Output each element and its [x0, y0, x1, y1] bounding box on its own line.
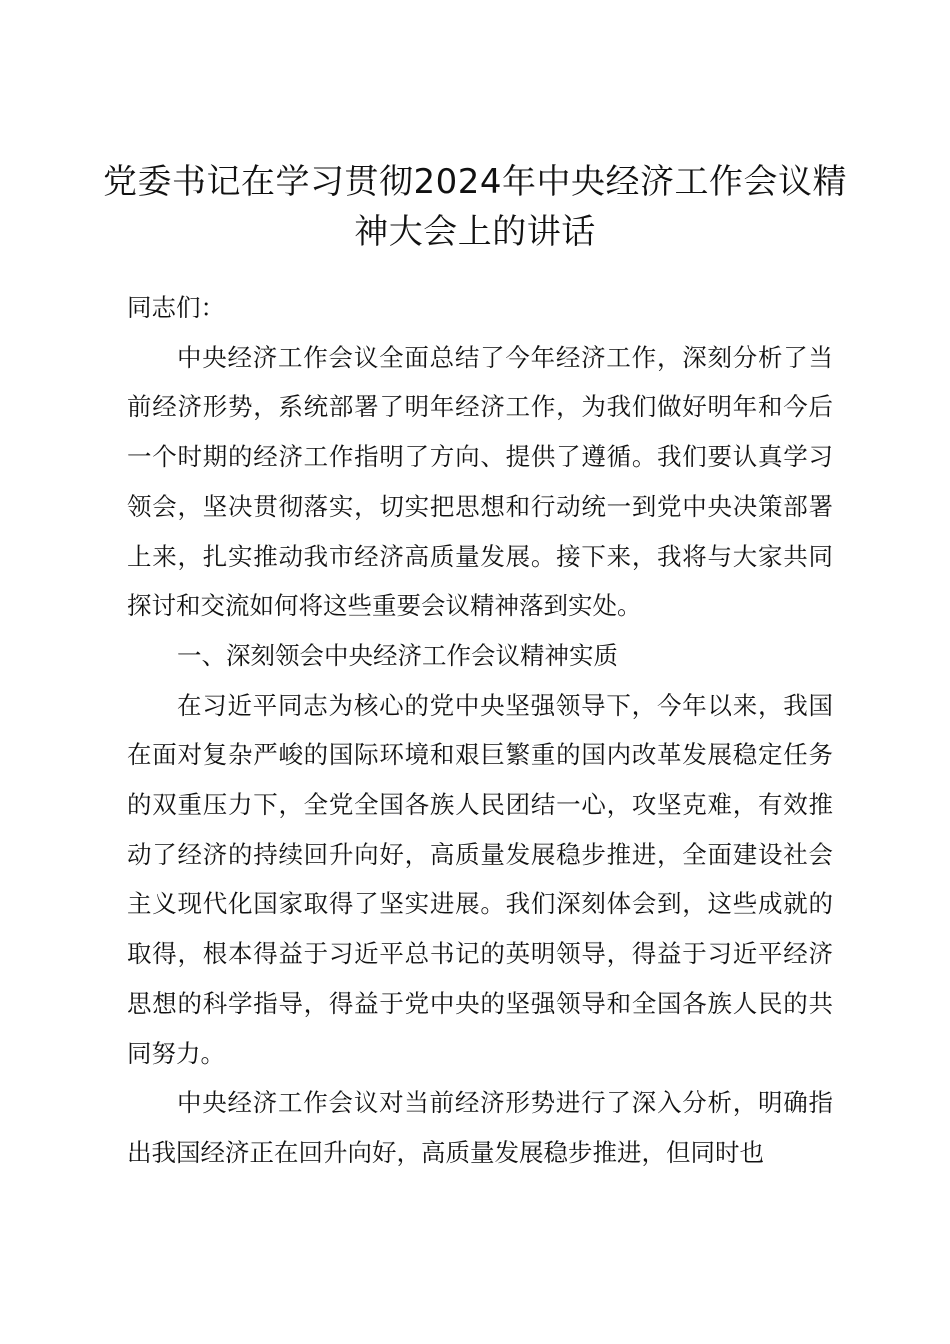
document-body: [127, 283, 833, 1178]
paragraph-intro: 中央经济工作会议全面总结了今年经济工作，深刻分析了当前经济形势，系统部署了明年经济工作，为我们做好明年和今后一个时期的经济工作指明了方向、提供了遵循。我们要认真学习领会，坚决贯彻落实，切实把思想和行动统一到党中央决策部署上来，扎实推动我市经济高质量发展。接下来，我将与大家共同探讨和交流如何将这些重要会议精神落到实处。: [127, 342, 833, 621]
salutation: 同志们：: [127, 293, 225, 322]
section-heading-1: 一、深刻领会中央经济工作会议精神实质: [177, 640, 618, 670]
document-title: 党委书记在学习贯彻2024年中央经济工作会议精神大会上的讲话: [102, 162, 848, 252]
paragraph-analysis: 中央经济工作会议对当前经济形势进行了深入分析，明确指出我国经济正在回升向好，高质量发展稳步推进，但同时也: [127, 1088, 833, 1167]
paragraph-achievements: 在习近平同志为核心的党中央坚强领导下，今年以来，我国在面对复杂严峻的国际环境和艰巨繁重的国内改革发展稳定任务的双重压力下，全党全国各族人民团结一心，攻坚克难，有效推动了经济的持续回升向好，高质量发展稳步推进，全面建设社会主义现代化国家取得了坚实进展。我们深刻体会到，这些成就的取得，根本得益于习近平总书记的英明领导，得益于习近平经济思想的科学指导，得益于党中央的坚强领导和全国各族人民的共同努力。: [127, 690, 833, 1068]
